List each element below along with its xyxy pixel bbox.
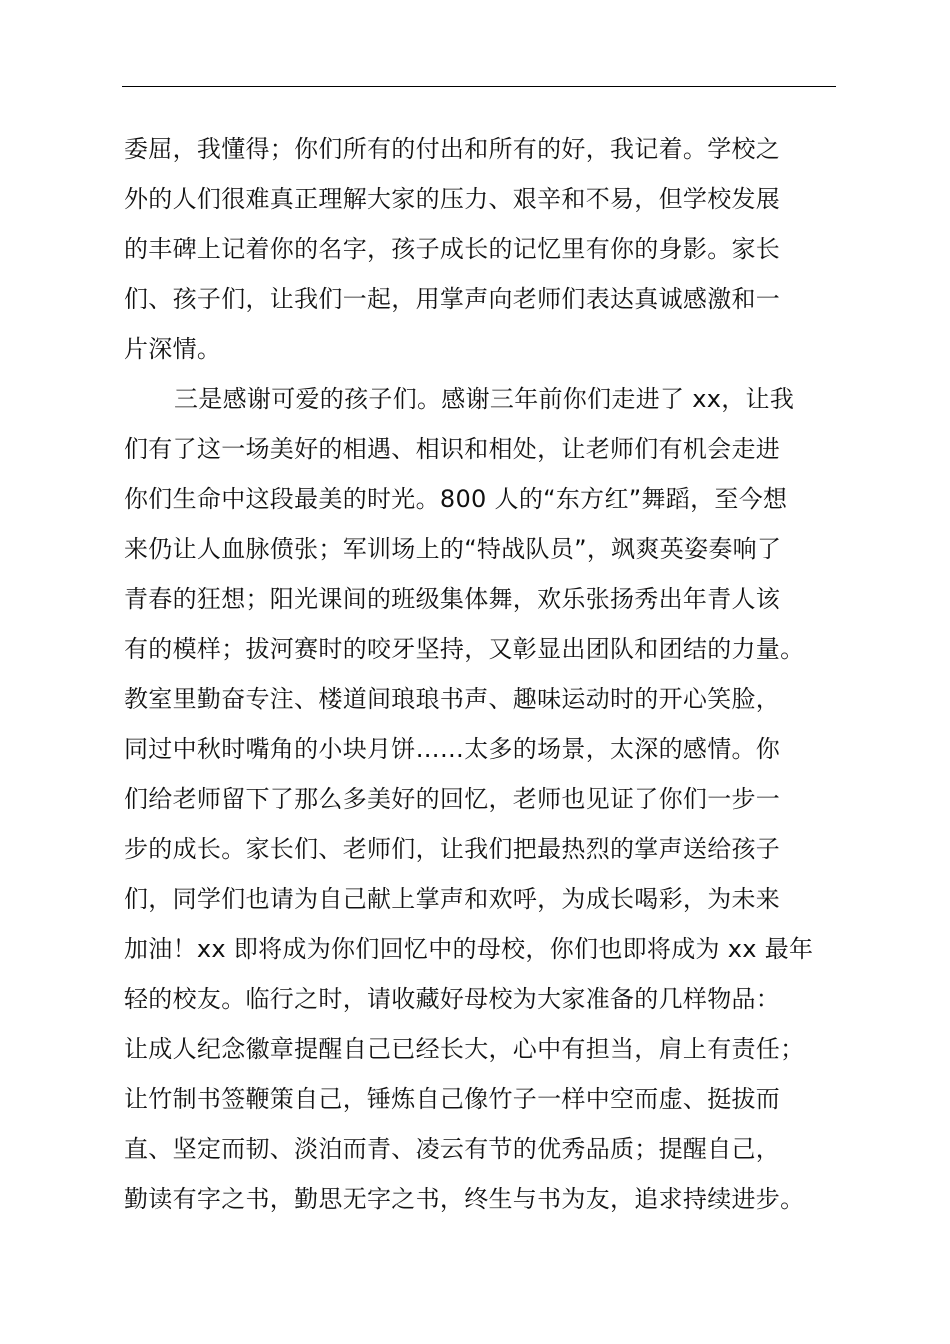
text-line: 勤读有字之书，勤思无字之书，终生与书为友，追求持续进步。 <box>124 1185 805 1213</box>
text-line: 们有了这一场美好的相遇、相识和相处，让老师们有机会走进 <box>124 435 781 463</box>
text-line: 的丰碑上记着你的名字，孩子成长的记忆里有你的身影。家长 <box>124 235 781 263</box>
text-line: 们，同学们也请为自己献上掌声和欢呼，为成长喝彩，为未来 <box>124 885 781 913</box>
text-line: 有的模样；拔河赛时的咬牙坚持，又彰显出团队和团结的力量。 <box>124 635 805 663</box>
text-line: 教室里勤奋专注、楼道间琅琅书声、趣味运动时的开心笑脸， <box>124 685 781 713</box>
text-line: 青春的狂想；阳光课间的班级集体舞，欢乐张扬秀出年青人该 <box>124 585 781 613</box>
text-line: 让竹制书签鞭策自己，锤炼自己像竹子一样中空而虚、挺拔而 <box>124 1085 781 1113</box>
text-line: 你们生命中这段最美的时光。800 人的“东方红”舞蹈，至今想 <box>124 485 788 513</box>
text-line: 片深情。 <box>124 335 222 363</box>
text-line: 让成人纪念徽章提醒自己已经长大，心中有担当，肩上有责任； <box>124 1035 805 1063</box>
text-line: 同过中秋时嘴角的小块月饼……太多的场景，太深的感情。你 <box>124 735 781 763</box>
text-line: 委屈，我懂得；你们所有的付出和所有的好，我记着。学校之 <box>124 135 781 163</box>
text-line: 们、孩子们，让我们一起，用掌声向老师们表达真诚感激和一 <box>124 285 781 313</box>
text-line: 步的成长。家长们、老师们，让我们把最热烈的掌声送给孩子 <box>124 835 781 863</box>
header-rule <box>122 86 836 87</box>
body-text <box>124 124 864 1224</box>
text-line: 来仍让人血脉偾张；军训场上的“特战队员”，飒爽英姿奏响了 <box>124 535 782 563</box>
text-line: 直、坚定而韧、淡泊而青、凌云有节的优秀品质；提醒自己， <box>124 1135 781 1163</box>
text-line: 轻的校友。临行之时，请收藏好母校为大家准备的几样物品： <box>124 985 781 1013</box>
text-line: 外的人们很难真正理解大家的压力、艰辛和不易，但学校发展 <box>124 185 781 213</box>
paragraph-start-line: 三是感谢可爱的孩子们。感谢三年前你们走进了 xx，让我 <box>174 385 795 413</box>
text-line: 加油！xx 即将成为你们回忆中的母校，你们也即将成为 xx 最年 <box>124 935 814 963</box>
text-line: 们给老师留下了那么多美好的回忆，老师也见证了你们一步一 <box>124 785 781 813</box>
